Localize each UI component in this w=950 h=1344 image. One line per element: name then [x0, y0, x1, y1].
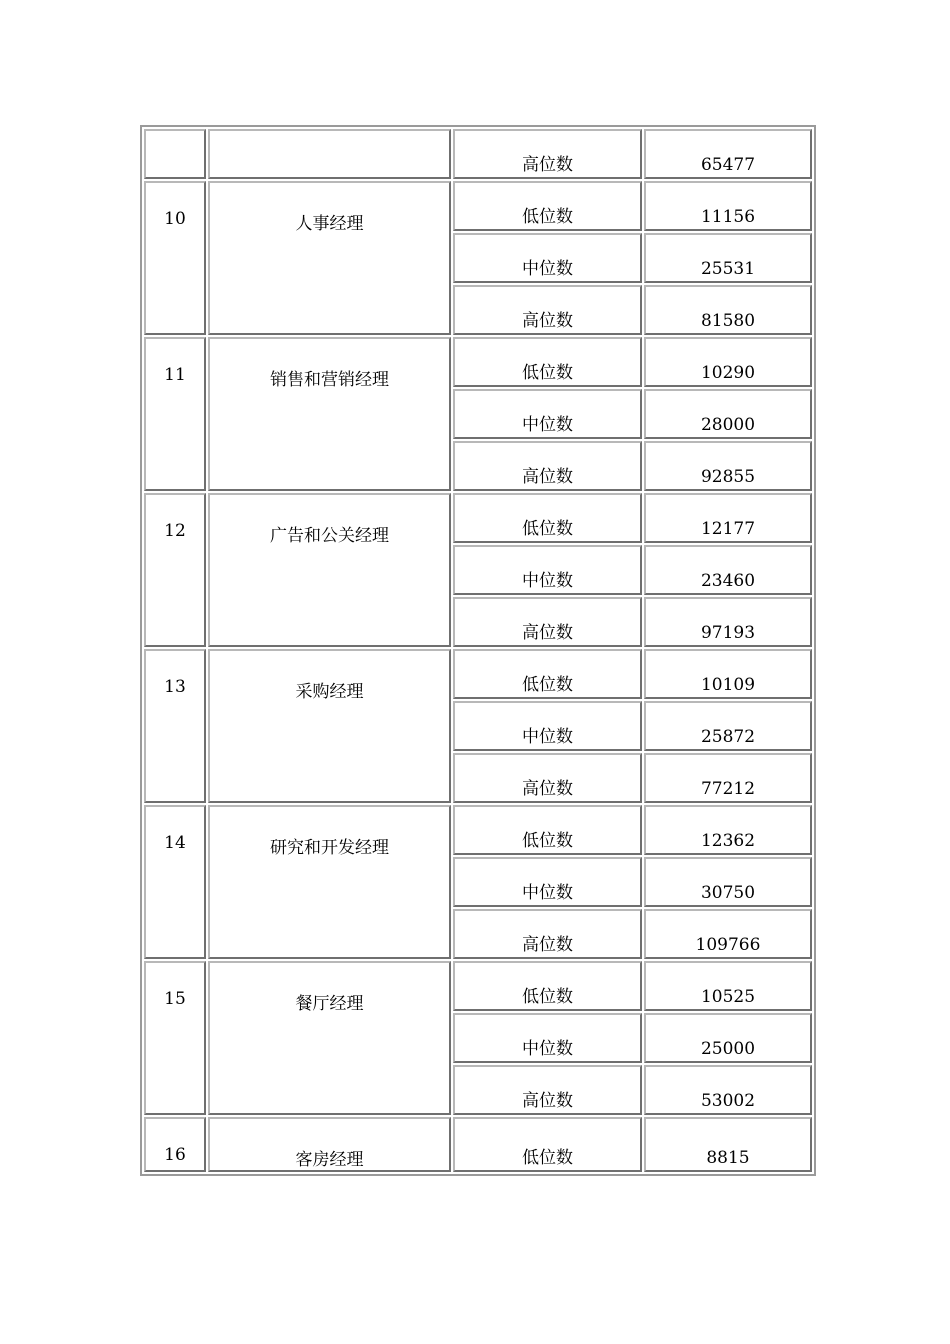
index-cell: 11: [144, 337, 206, 491]
level-cell: 中位数: [453, 857, 642, 907]
value-cell: 28000: [644, 389, 812, 439]
salary-table-body: [144, 129, 812, 1172]
title-cell: [208, 129, 451, 179]
value-cell: 25872: [644, 701, 812, 751]
level-cell: 中位数: [453, 545, 642, 595]
table-row: [144, 181, 812, 231]
value-cell: 8815: [644, 1117, 812, 1172]
value-cell: 12177: [644, 493, 812, 543]
title-cell: 客房经理: [208, 1117, 451, 1172]
table-row: [144, 1117, 812, 1172]
index-cell: 12: [144, 493, 206, 647]
level-cell: 高位数: [453, 1065, 642, 1115]
index-cell: [144, 129, 206, 179]
level-cell: 中位数: [453, 1013, 642, 1063]
index-cell: 10: [144, 181, 206, 335]
value-cell: 25531: [644, 233, 812, 283]
level-cell: 高位数: [453, 753, 642, 803]
level-cell: 高位数: [453, 285, 642, 335]
index-cell: 14: [144, 805, 206, 959]
table-row: [144, 649, 812, 699]
table-row: [144, 337, 812, 387]
value-cell: 12362: [644, 805, 812, 855]
value-cell: 65477: [644, 129, 812, 179]
value-cell: 92855: [644, 441, 812, 491]
value-cell: 10525: [644, 961, 812, 1011]
value-cell: 81580: [644, 285, 812, 335]
value-cell: 23460: [644, 545, 812, 595]
value-cell: 10290: [644, 337, 812, 387]
value-cell: 109766: [644, 909, 812, 959]
value-cell: 53002: [644, 1065, 812, 1115]
level-cell: 低位数: [453, 337, 642, 387]
table-row: [144, 129, 812, 179]
title-cell: 采购经理: [208, 649, 451, 803]
title-cell: 广告和公关经理: [208, 493, 451, 647]
level-cell: 低位数: [453, 493, 642, 543]
level-cell: 低位数: [453, 805, 642, 855]
index-cell: 16: [144, 1117, 206, 1172]
level-cell: 中位数: [453, 233, 642, 283]
title-cell: 餐厅经理: [208, 961, 451, 1115]
level-cell: 中位数: [453, 389, 642, 439]
index-cell: 13: [144, 649, 206, 803]
title-cell: 销售和营销经理: [208, 337, 451, 491]
title-cell: 研究和开发经理: [208, 805, 451, 959]
table-row: [144, 805, 812, 855]
table-row: [144, 961, 812, 1011]
value-cell: 10109: [644, 649, 812, 699]
value-cell: 25000: [644, 1013, 812, 1063]
level-cell: 高位数: [453, 909, 642, 959]
title-cell: 人事经理: [208, 181, 451, 335]
salary-table: [140, 125, 816, 1176]
level-cell: 高位数: [453, 597, 642, 647]
value-cell: 97193: [644, 597, 812, 647]
level-cell: 低位数: [453, 1117, 642, 1172]
value-cell: 77212: [644, 753, 812, 803]
level-cell: 中位数: [453, 701, 642, 751]
index-cell: 15: [144, 961, 206, 1115]
table-row: [144, 493, 812, 543]
level-cell: 低位数: [453, 961, 642, 1011]
value-cell: 11156: [644, 181, 812, 231]
level-cell: 高位数: [453, 129, 642, 179]
level-cell: 低位数: [453, 649, 642, 699]
value-cell: 30750: [644, 857, 812, 907]
level-cell: 低位数: [453, 181, 642, 231]
level-cell: 高位数: [453, 441, 642, 491]
